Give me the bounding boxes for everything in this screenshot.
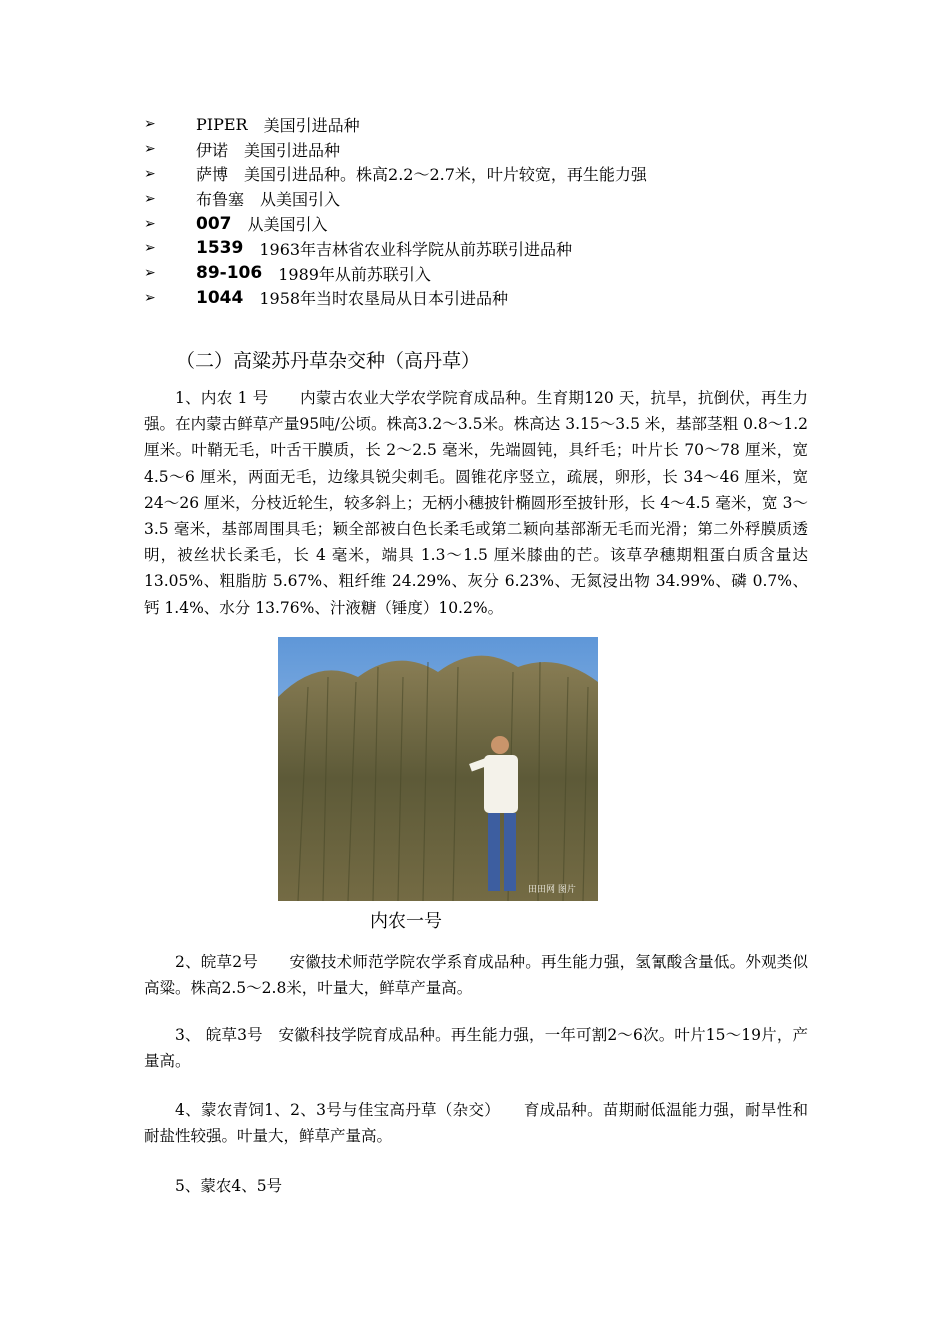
arrow-bullet-icon: ➢ <box>144 116 156 133</box>
paragraph-text: 1、内农 1 号 内蒙古农业大学农学院育成品种。生育期120 天，抗旱，抗倒伏，再生力强。在内蒙古鲜草产量95吨/公顷。株高3.2～3.5米。株高达 3.15～3.5 米，基部茎粗 0.8～1.2 厘米。叶鞘无毛，叶舌干膜质，长 2～2.5 毫米，先端圆钝，具纤毛；叶片长 70～78 厘米，宽 4.5～6 厘米，两面无毛，边缘具锐尖刺毛。圆锥花序竖立，疏展，卵形，长 34～46 厘米，宽 24～26 厘米，分枝近轮生，较多斜上；无柄小穗披针椭圆形至披针形，长 4～4.5 毫米，宽 3～3.5 毫米，基部周围具毛；颖全部被白色长柔毛或第二颖向基部渐无毛而光滑；第二外稃膜质透明，被丝状长柔毛，长 4 毫米，端具 1.3～1.5 厘米膝曲的芒。该草孕穗期粗蛋白质含量达 13.05%、粗脂肪 5.67%、粗纤维 24.29%、灰分 6.23%、无氮浸出物 34.99%、磷 0.7%、钙 1.4%、水分 13.76%、汁液糖（锤度）10.2%。 <box>144 389 808 617</box>
variety-name: PIPER <box>196 114 248 134</box>
arrow-bullet-icon: ➢ <box>144 289 156 306</box>
variety-desc: 1958年当时农垦局从日本引进品种 <box>259 289 509 309</box>
photo-caption: 内农一号 <box>370 911 442 932</box>
variety-name: 89-106 <box>196 263 263 284</box>
list-item <box>144 137 844 162</box>
paragraph-text: 5、蒙农4、5号 <box>175 1177 283 1195</box>
variety-desc: 美国引进品种 <box>244 140 341 160</box>
paragraph-wancao-3 <box>144 1022 808 1074</box>
list-item <box>144 112 844 137</box>
variety-desc: 从美国引入 <box>260 190 341 210</box>
paragraph-wancao-2 <box>144 949 808 1001</box>
arrow-bullet-icon: ➢ <box>144 215 156 232</box>
section-title: （二）高粱苏丹草杂交种（高丹草） <box>176 350 481 372</box>
arrow-bullet-icon: ➢ <box>144 265 156 282</box>
list-item <box>144 162 844 187</box>
arrow-bullet-icon: ➢ <box>144 190 156 207</box>
paragraph-text: 2、皖草2号 安徽技术师范学院农学系育成品种。再生能力强，氢氰酸含量低。外观类似高粱。株高2.5～2.8米，叶量大，鲜草产量高。 <box>144 953 808 998</box>
list-item <box>144 261 844 286</box>
variety-name: 萨博 <box>196 165 229 185</box>
variety-name: 1044 <box>196 287 244 308</box>
variety-desc: 美国引进品种。株高2.2～2.7米，叶片较宽，再生能力强 <box>244 165 647 185</box>
paragraph-neinong-1 <box>144 385 808 621</box>
list-item <box>144 286 844 311</box>
variety-name: 1539 <box>196 238 244 259</box>
variety-desc: 从美国引入 <box>247 215 328 235</box>
variety-desc: 1963年吉林省农业科学院从前苏联引进品种 <box>259 239 573 259</box>
variety-desc: 美国引进品种 <box>263 115 360 135</box>
paragraph-mengnong-qingsi <box>144 1097 808 1149</box>
variety-name: 布鲁塞 <box>196 190 245 210</box>
list-item <box>144 211 844 236</box>
paragraph-mengnong-4-5 <box>144 1173 808 1199</box>
arrow-bullet-icon: ➢ <box>144 240 156 257</box>
variety-desc: 1989年从前苏联引入 <box>278 264 431 284</box>
variety-name: 007 <box>196 213 232 234</box>
paragraph-text: 4、蒙农青饲1、2、3号与佳宝高丹草（杂交） 育成品种。苗期耐低温能力强，耐旱性和耐盐性较强。叶量大，鲜草产量高。 <box>144 1101 808 1146</box>
arrow-bullet-icon: ➢ <box>144 141 156 158</box>
field-photo-graphic <box>278 637 598 901</box>
paragraph-text: 3、 皖草3号 安徽科技学院育成品种。再生能力强，一年可割2～6次。叶片15～19片，产量高。 <box>144 1026 808 1071</box>
variety-bullet-list <box>144 112 844 310</box>
photo-stamp: 田田网 图片 <box>528 885 576 895</box>
list-item <box>144 236 844 261</box>
list-item <box>144 186 844 211</box>
arrow-bullet-icon: ➢ <box>144 165 156 182</box>
variety-name: 伊诺 <box>196 140 229 160</box>
photo-neinong-1 <box>278 637 598 901</box>
